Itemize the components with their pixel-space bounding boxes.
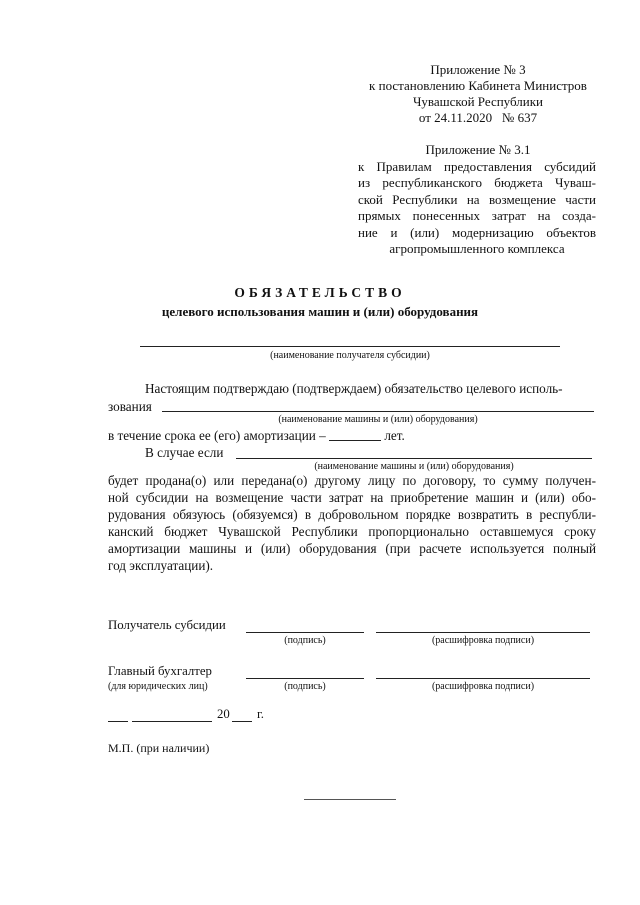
years-label: лет. — [384, 428, 405, 443]
appendix-3-line: к постановлению Кабинета Министров — [369, 78, 587, 93]
document-title: ОБЯЗАТЕЛЬСТВО — [234, 285, 406, 300]
body-line-4-prefix: В случае если — [145, 445, 224, 460]
accountant-decoding-field[interactable] — [376, 678, 590, 679]
accountant-decoding-caption: (расшифровка подписи) — [431, 681, 535, 692]
date-day-field[interactable] — [108, 721, 128, 722]
recipient-caption: (наименование получателя субсидии) — [270, 350, 430, 361]
machine-name-field-2[interactable] — [236, 458, 592, 459]
paragraph-line: канский бюджет Чувашской Республики пропорционально оставшемуся сроку — [108, 524, 596, 539]
appendix-3-1-title: Приложение № 3.1 — [425, 142, 531, 157]
recipient-decoding-field[interactable] — [376, 632, 590, 633]
footer-divider — [304, 799, 396, 800]
appendix-3-1-line: прямых понесенных затрат на созда- — [358, 208, 596, 224]
date-year-prefix: 20 — [217, 707, 230, 721]
machine-caption-1: (наименование машины и (или) оборудования) — [278, 414, 478, 425]
appendix-3-1-line: ской Республики на возмещение части — [358, 191, 596, 207]
paragraph-line: год эксплуатации). — [108, 558, 214, 573]
accountant-note: (для юридических лиц) — [108, 681, 208, 692]
appendix-3-1-line: из республиканского бюджета Чуваш- — [358, 175, 596, 191]
appendix-3-1-line: ние и (или) модернизацию объектов — [358, 224, 596, 240]
date-month-field[interactable] — [132, 721, 212, 722]
recipient-signature-caption: (подпись) — [284, 635, 326, 646]
paragraph-line: будет продана(о) или передана(о) другому лицу по договору, то сумму получен- — [108, 473, 596, 488]
accountant-signature-field[interactable] — [246, 678, 364, 679]
document-subtitle: целевого использования машин и (или) оборудования — [161, 304, 479, 319]
body-line-3 — [108, 427, 405, 444]
machine-caption-2: (наименование машины и (или) оборудования) — [314, 461, 514, 472]
appendix-3-line: Приложение № 3 — [430, 62, 526, 77]
appendix-3-line: от 24.11.2020 № 637 — [418, 110, 538, 125]
amortization-years-field[interactable] — [329, 428, 381, 441]
appendix-3-1-line: агропромышленного комплекса — [389, 241, 565, 257]
appendix-3-1-header — [358, 159, 596, 257]
stamp-label: М.П. (при наличии) — [108, 741, 210, 755]
recipient-name-field[interactable] — [140, 346, 560, 347]
appendix-3-header — [358, 62, 598, 126]
appendix-3-line: Чувашской Республики — [412, 94, 544, 109]
date-year-suffix: г. — [257, 707, 265, 721]
date-year-field[interactable] — [232, 721, 252, 722]
machine-name-field-1[interactable] — [162, 411, 594, 412]
amortization-label: в течение срока ее (его) амортизации – — [108, 428, 326, 443]
accountant-label: Главный бухгалтер — [108, 664, 212, 678]
recipient-decoding-caption: (расшифровка подписи) — [431, 635, 535, 646]
appendix-3-1-line: к Правилам предоставления субсидий — [358, 159, 596, 174]
paragraph-line: ной субсидии на возмещение части затрат на приобретение машин и (или) обо- — [108, 490, 596, 505]
accountant-signature-caption: (подпись) — [284, 681, 326, 692]
recipient-signature-field[interactable] — [246, 632, 364, 633]
paragraph-line: рудования обязуюсь (обязуемся) в добровольном порядке возвратить в республи- — [108, 507, 596, 522]
body-line-1: Настоящим подтверждаю (подтверждаем) обязательство целевого исполь- — [145, 381, 563, 396]
recipient-label: Получатель субсидии — [108, 618, 226, 632]
body-line-2-prefix: зования — [108, 399, 152, 414]
body-paragraph — [108, 472, 596, 574]
paragraph-line: амортизации машины и (или) оборудования (при расчете используется полный — [108, 541, 596, 556]
